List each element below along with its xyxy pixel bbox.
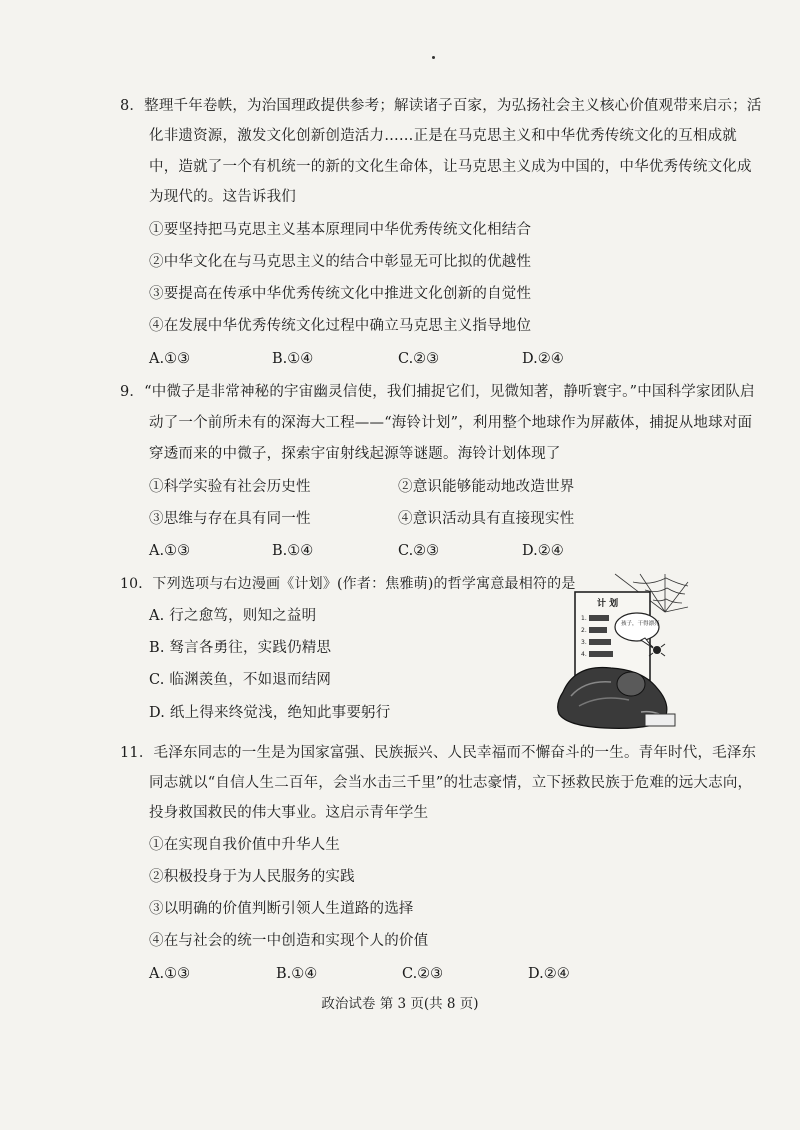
q9-item-2: ②意识能够能动地改造世界 xyxy=(398,479,575,495)
scan-speck xyxy=(432,56,435,59)
q8-item-4: ④在发展中华优秀传统文化过程中确立马克思主义指导地位 xyxy=(149,318,532,334)
q9-option-d: D.②④ xyxy=(522,543,564,559)
q10-option-b: B. 驽言各勇往，实践仍精思 xyxy=(149,640,332,656)
q8-stem-line-2: 化非遗资源，激发文化创新创造活力……正是在马克思主义和中华优秀传统文化的互相成就 xyxy=(149,128,737,144)
q9-stem-line-1: 9．“中微子是非常神秘的宇宙幽灵信使，我们捕捉它们，见微知著，静听寰宇。”中国科学家团队启 xyxy=(120,384,755,400)
q10-option-c: C. 临渊羡鱼，不如退而结网 xyxy=(149,672,332,688)
q8-item-3: ③要提高在传承中华优秀传统文化中推进文化创新的自觉性 xyxy=(149,286,532,302)
q9-option-a: A.①③ xyxy=(149,543,191,559)
q9-item-3: ③思维与存在具有同一性 xyxy=(149,511,311,527)
q11-stem-line-3: 投身救国救民的伟大事业。这启示青年学生 xyxy=(149,805,429,821)
board-row-1: 1. xyxy=(581,615,587,622)
q8-item-2: ②中华文化在与马克思主义的结合中彰显无可比拟的优越性 xyxy=(149,254,532,270)
q9-stem-line-3: 穿透而来的中微子，探索宇宙射线起源等谜题。海铃计划体现了 xyxy=(149,446,561,462)
q8-option-a: A.①③ xyxy=(149,351,191,367)
q8-item-1: ①要坚持把马克思主义基本原理同中华优秀传统文化相结合 xyxy=(149,222,532,238)
q10-stem: 10．下列选项与右边漫画《计划》(作者：焦雅萌)的哲学寓意最相符的是 xyxy=(120,576,576,592)
cartoon-plan-image xyxy=(545,572,690,732)
board-row-2: 2. xyxy=(581,627,587,634)
q11-stem-line-1: 11．毛泽东同志的一生是为国家富强、民族振兴、人民幸福而不懈奋斗的一生。青年时代，毛泽东 xyxy=(120,745,757,761)
board-row-4: 4. xyxy=(581,651,587,658)
q8-option-b: B.①④ xyxy=(272,351,314,367)
sleeping-person-figure xyxy=(558,668,675,729)
q8-option-d: D.②④ xyxy=(522,351,564,367)
q11-item-3: ③以明确的价值判断引领人生道路的选择 xyxy=(149,901,414,917)
board-row-3: 3. xyxy=(581,639,587,646)
page-footer: 政治试卷 第 3 页(共 8 页) xyxy=(321,996,479,1012)
q8-stem-line-1: 8．整理千年卷帙，为治国理政提供参考；解读诸子百家，为弘扬社会主义核心价值观带来启示；活 xyxy=(120,98,762,114)
spider-figure xyxy=(649,644,665,656)
q10-option-a: A. 行之愈笃，则知之益明 xyxy=(149,608,317,624)
q11-option-b: B.①④ xyxy=(276,966,318,982)
q11-item-4: ④在与社会的统一中创造和实现个人的价值 xyxy=(149,933,429,949)
q11-option-c: C.②③ xyxy=(402,966,444,982)
q9-item-4: ④意识活动具有直接现实性 xyxy=(398,511,575,527)
q8-option-c: C.②③ xyxy=(398,351,440,367)
q11-item-2: ②积极投身于为人民服务的实践 xyxy=(149,869,355,885)
q9-option-c: C.②③ xyxy=(398,543,440,559)
q9-item-1: ①科学实验有社会历史性 xyxy=(149,479,311,495)
q8-stem-line-4: 为现代的。这告诉我们 xyxy=(149,189,296,205)
q9-stem-line-2: 动了一个前所未有的深海大工程——“海铃计划”，利用整个地球作为屏蔽体，捕捉从地球对面 xyxy=(149,415,753,431)
q11-option-d: D.②④ xyxy=(528,966,570,982)
speech-bubble-text: 孩子，干得漂亮 xyxy=(621,621,660,627)
q11-item-1: ①在实现自我价值中升华人生 xyxy=(149,837,341,853)
q10-option-d: D. 纸上得来终觉浅，绝知此事要躬行 xyxy=(149,705,391,721)
q11-option-a: A.①③ xyxy=(149,966,191,982)
q8-stem-line-3: 中，造就了一个有机统一的新的文化生命体，让马克思主义成为中国的，中华优秀传统文化成 xyxy=(149,159,752,175)
q9-option-b: B.①④ xyxy=(272,543,314,559)
board-title: 计 划 xyxy=(597,599,619,609)
q11-stem-line-2: 同志就以“自信人生二百年，会当水击三千里”的壮志豪情，立下拯救民族于危难的远大志向， xyxy=(149,775,753,791)
